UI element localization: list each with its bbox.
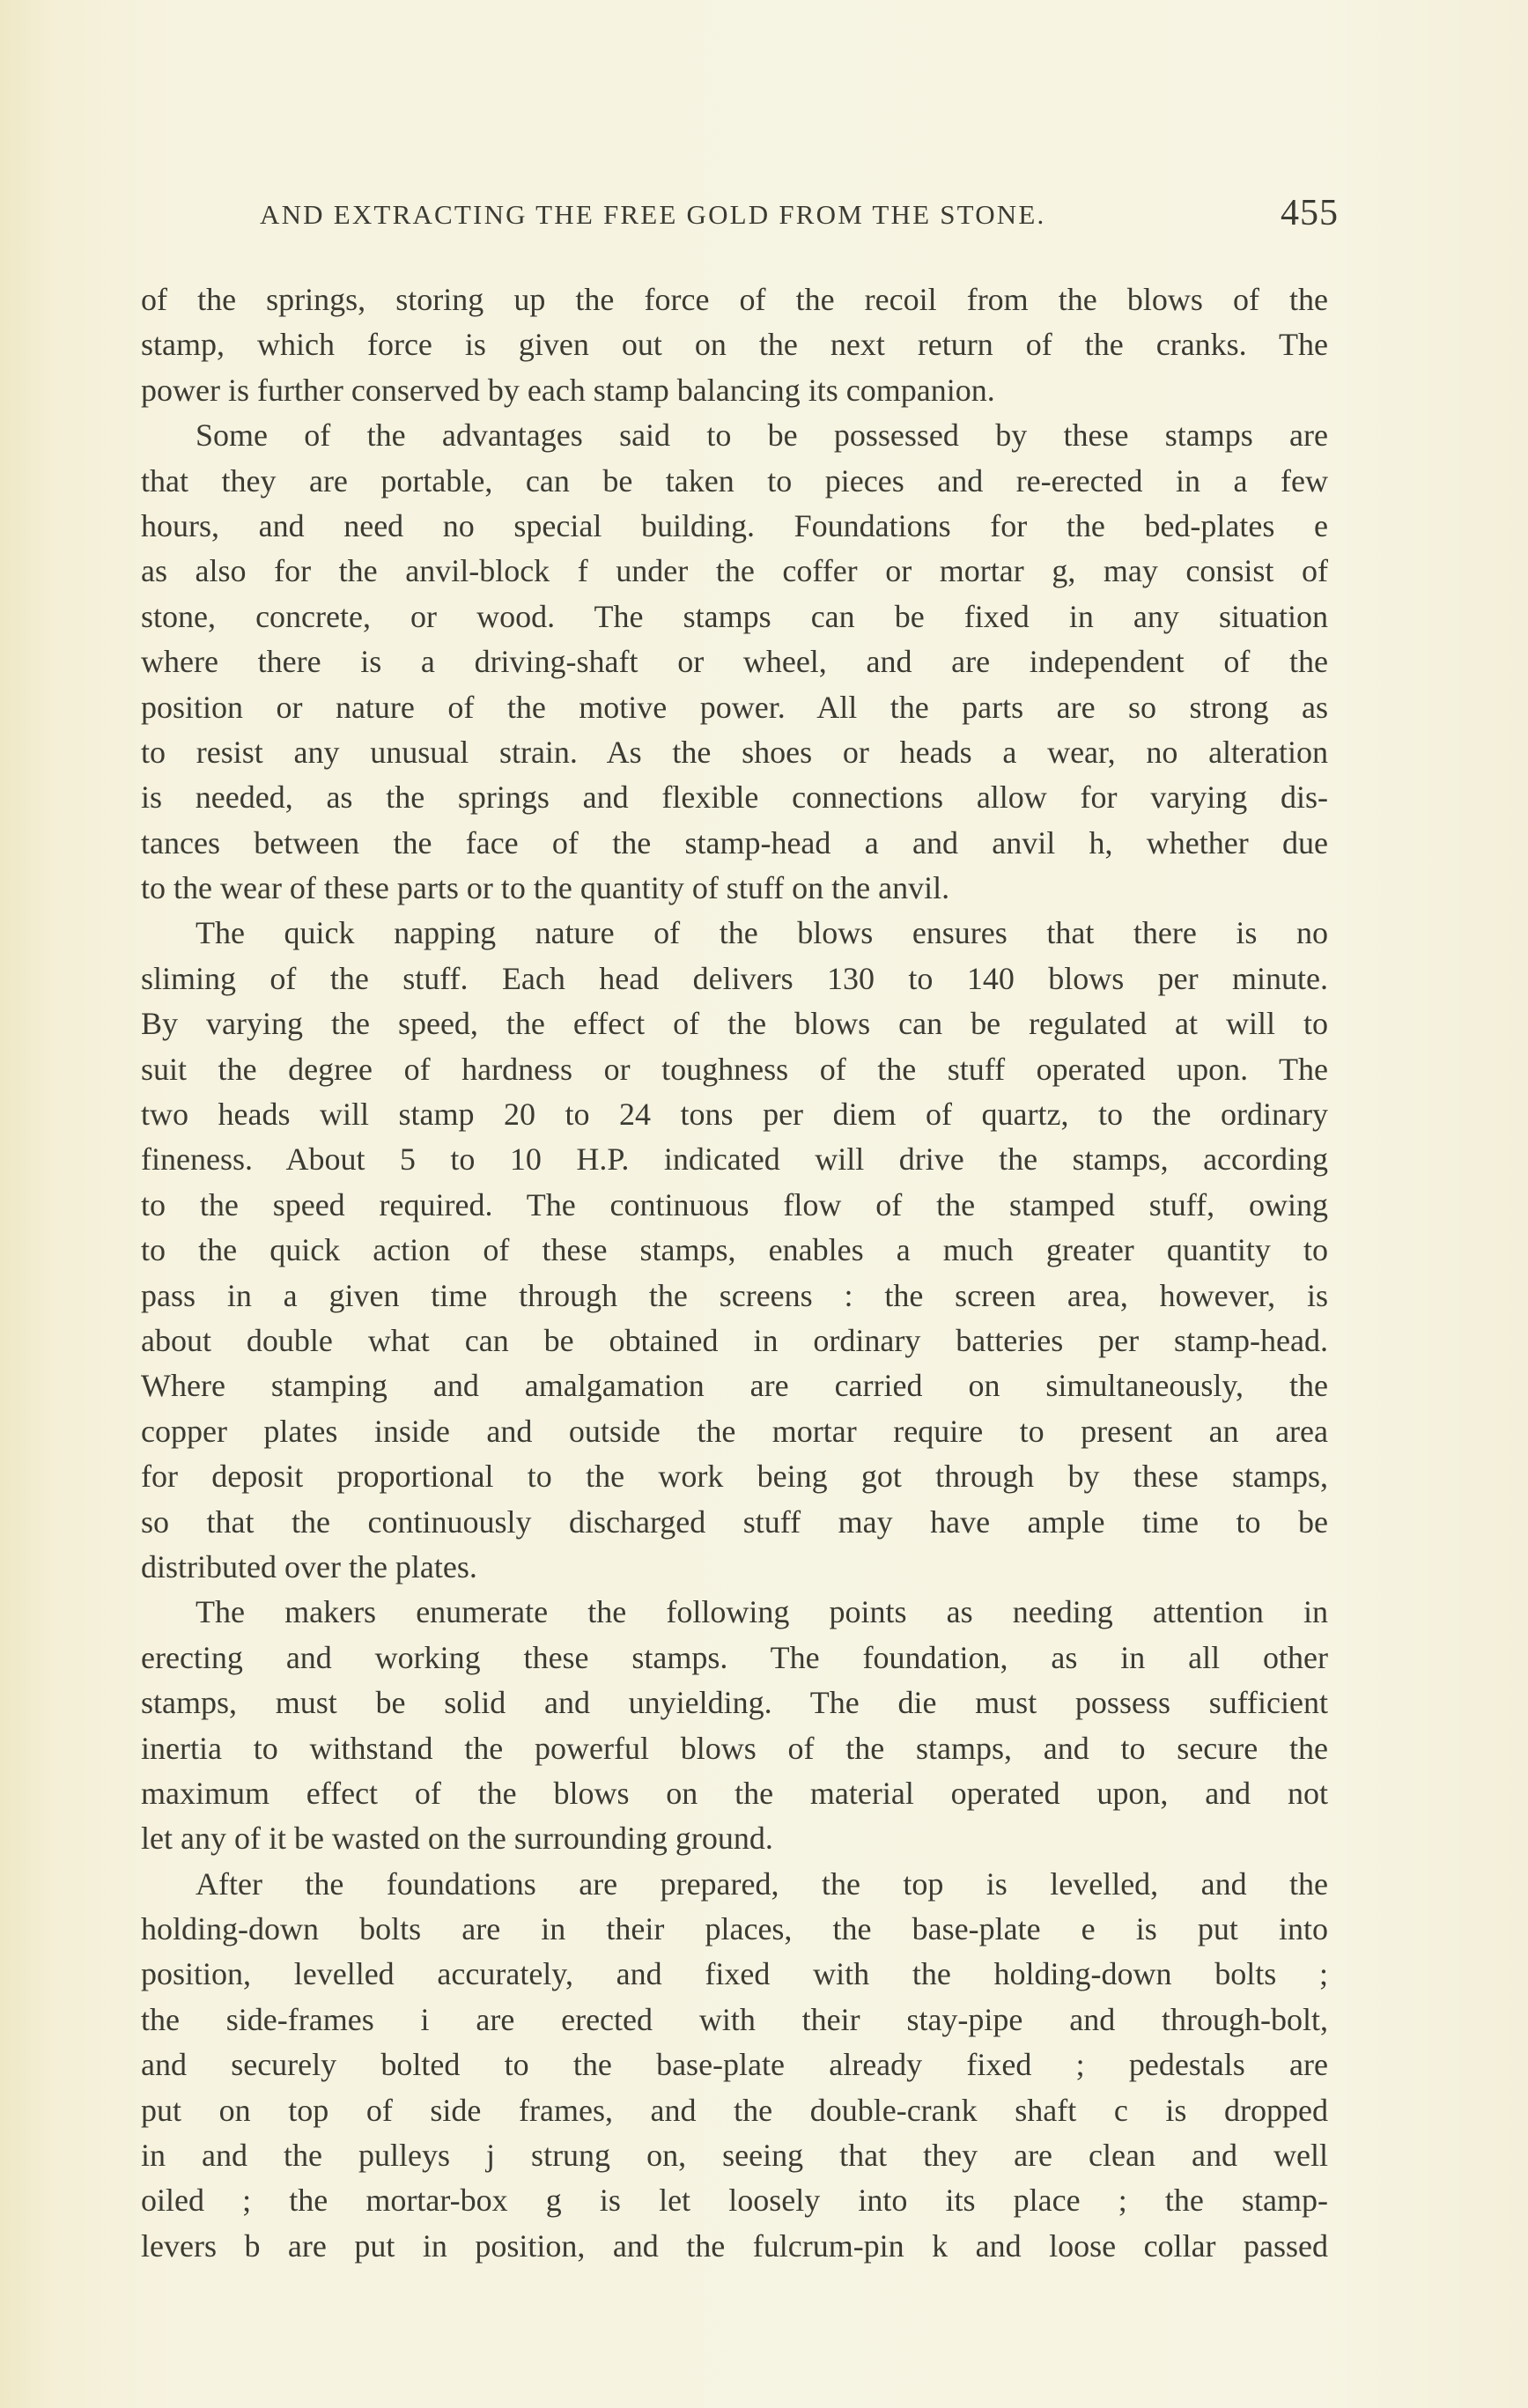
body-text — [141, 277, 1328, 2269]
text-line: holding-down bolts are in their places, the base-plate e is put into — [141, 1911, 1328, 1947]
text-line: After the foundations are prepared, the top is levelled, and the — [196, 1865, 1328, 1902]
text-line: let any of it be wasted on the surrounding ground. — [141, 1821, 773, 1857]
text-line: inertia to withstand the powerful blows of the stamps, and to secure the — [141, 1730, 1328, 1766]
text-line: stamp, which force is given out on the next return of the cranks. The — [141, 327, 1328, 363]
text-line: the side-frames i are erected with their stay-pipe and through-bolt, — [141, 2001, 1328, 2037]
text-line: is needed, as the springs and flexible connections allow for varying dis- — [141, 779, 1328, 816]
text-line: to the speed required. The continuous flow of the stamped stuff, owing — [141, 1186, 1328, 1222]
text-line: in and the pulleys j strung on, seeing that they are clean and well — [141, 2138, 1328, 2174]
text-line: The makers enumerate the following points as needing attention in — [196, 1594, 1328, 1630]
text-line: of the springs, storing up the force of the recoil from the blows of the — [141, 282, 1328, 317]
text-line: stamps, must be solid and unyielding. The die must possess sufficient — [141, 1685, 1328, 1721]
text-line: distributed over the plates. — [141, 1548, 477, 1584]
text-line: position or nature of the motive power. All the parts are so strong as — [141, 689, 1328, 725]
text-line: suit the degree of hardness or toughness of the stuff operated upon. The — [141, 1051, 1328, 1087]
text-line: to the quick action of these stamps, enables a much greater quantity to — [141, 1232, 1328, 1268]
text-line: and securely bolted to the base-plate already fixed ; pedestals are — [141, 2047, 1328, 2083]
text-line: power is further conserved by each stamp balancing its companion. — [141, 372, 995, 408]
text-line: Where stamping and amalgamation are carried on simultaneously, the — [141, 1368, 1328, 1404]
text-line: as also for the anvil-block f under the coffer or mortar g, may consist of — [141, 553, 1328, 589]
text-line: to the wear of these parts or to the quantity of stuff on the anvil. — [141, 870, 950, 906]
text-line: put on top of side frames, and the double-crank shaft c is dropped — [141, 2092, 1328, 2128]
text-line: to resist any unusual strain. As the shoes or heads a wear, no alteration — [141, 734, 1328, 770]
text-line: erecting and working these stamps. The foundation, as in all other — [141, 1639, 1328, 1675]
running-title: AND EXTRACTING THE FREE GOLD FROM THE STONE. — [260, 199, 1046, 230]
text-line: about double what can be obtained in ordinary batteries per stamp-head. — [141, 1322, 1328, 1358]
text-line: levers b are put in position, and the fulcrum-pin k and loose collar passed — [141, 2227, 1328, 2264]
text-line: By varying the speed, the effect of the blows can be regulated at will to — [141, 1006, 1328, 1042]
text-line: Some of the advantages said to be possessed by these stamps are — [196, 417, 1328, 454]
text-line: tances between the face of the stamp-head a and anvil h, whether due — [141, 824, 1328, 861]
text-line: pass in a given time through the screens : the screen area, however, is — [141, 1277, 1328, 1313]
text-line: so that the continuously discharged stuff may have ample time to be — [141, 1503, 1328, 1540]
text-line: The quick napping nature of the blows ensures that there is no — [196, 915, 1328, 951]
page-number: 455 — [1281, 193, 1339, 233]
text-line: two heads will stamp 20 to 24 tons per diem of quartz, to the ordinary — [141, 1097, 1328, 1133]
text-line: sliming of the stuff. Each head delivers 130 to 140 blows per minute. — [141, 960, 1328, 996]
text-line: oiled ; the mortar-box g is let loosely into its place ; the stamp- — [141, 2183, 1328, 2219]
text-line: maximum effect of the blows on the material operated upon, and not — [141, 1775, 1328, 1811]
text-line: for deposit proportional to the work being got through by these stamps, — [141, 1459, 1328, 1495]
running-header — [260, 192, 1339, 254]
text-line: fineness. About 5 to 10 H.P. indicated will drive the stamps, according — [141, 1141, 1328, 1178]
text-line: that they are portable, can be taken to pieces and re-erected in a few — [141, 462, 1328, 499]
text-line: copper plates inside and outside the mortar require to present an area — [141, 1413, 1328, 1449]
text-line: where there is a driving-shaft or wheel, and are independent of the — [141, 644, 1328, 680]
text-line: stone, concrete, or wood. The stamps can be fixed in any situation — [141, 598, 1328, 634]
text-line: position, levelled accurately, and fixed with the holding-down bolts ; — [141, 1956, 1328, 1992]
text-line: hours, and need no special building. Foundations for the bed-plates e — [141, 507, 1328, 543]
